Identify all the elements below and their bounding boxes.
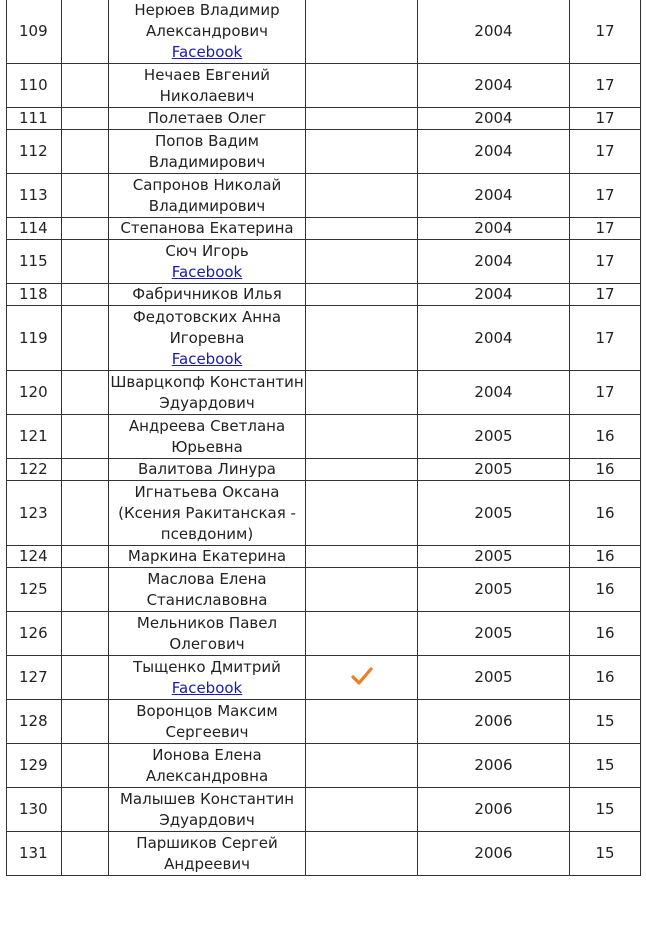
years-count: 16 — [570, 459, 641, 481]
mark-cell — [306, 306, 418, 371]
years-count: 15 — [570, 788, 641, 832]
row-number: 129 — [7, 744, 62, 788]
years-count: 16 — [570, 415, 641, 459]
person-name-line: Шварцкопф Константин — [110, 372, 304, 391]
mark-cell — [306, 174, 418, 218]
name-cell — [109, 174, 306, 218]
person-name-line: Игоревна — [169, 328, 245, 347]
name-cell — [109, 284, 306, 306]
row-number: 125 — [7, 568, 62, 612]
mark-cell — [306, 459, 418, 481]
table-row — [7, 481, 641, 546]
row-number: 112 — [7, 130, 62, 174]
person-name-line: Нечаев Евгений — [143, 65, 271, 84]
empty-cell — [62, 218, 109, 240]
name-cell — [109, 459, 306, 481]
mark-cell — [306, 0, 418, 64]
table-row — [7, 0, 641, 64]
row-number: 121 — [7, 415, 62, 459]
person-name-line: Валитова Линура — [138, 460, 276, 478]
row-number: 114 — [7, 218, 62, 240]
students-table — [6, 0, 641, 876]
years-count: 17 — [570, 130, 641, 174]
person-name-line: Эдуардович — [159, 810, 255, 829]
mark-cell — [306, 832, 418, 876]
table-body — [7, 0, 641, 876]
name-cell — [109, 744, 306, 788]
years-count: 16 — [570, 612, 641, 656]
empty-cell — [62, 240, 109, 284]
years-count: 17 — [570, 284, 641, 306]
graduation-year: 2005 — [418, 546, 570, 568]
empty-cell — [62, 788, 109, 832]
table-row — [7, 612, 641, 656]
years-count: 17 — [570, 64, 641, 108]
years-count: 17 — [570, 306, 641, 371]
table-row — [7, 130, 641, 174]
table-row — [7, 218, 641, 240]
person-name-line: Сюч Игорь — [165, 241, 249, 260]
graduation-year: 2006 — [418, 832, 570, 876]
table-row — [7, 788, 641, 832]
years-count: 16 — [570, 546, 641, 568]
empty-cell — [62, 0, 109, 64]
person-name-line: Станиславовна — [146, 590, 268, 609]
empty-cell — [62, 459, 109, 481]
table-row — [7, 832, 641, 876]
empty-cell — [62, 415, 109, 459]
person-name-line: Федотовских Анна — [132, 307, 282, 326]
years-count: 15 — [570, 744, 641, 788]
person-name-line: (Ксения Ракитанская - — [118, 503, 296, 522]
person-name-line: Олегович — [169, 634, 245, 653]
name-cell — [109, 218, 306, 240]
row-number: 109 — [7, 0, 62, 64]
person-name-line: Степанова Екатерина — [120, 219, 294, 237]
graduation-year: 2005 — [418, 656, 570, 700]
person-name-line: Александровна — [145, 766, 269, 785]
empty-cell — [62, 130, 109, 174]
empty-cell — [62, 481, 109, 546]
name-cell — [109, 788, 306, 832]
table-row — [7, 240, 641, 284]
years-count: 17 — [570, 0, 641, 64]
graduation-year: 2004 — [418, 284, 570, 306]
graduation-year: 2006 — [418, 788, 570, 832]
years-count: 15 — [570, 700, 641, 744]
name-cell — [109, 0, 306, 64]
mark-cell — [306, 64, 418, 108]
graduation-year: 2004 — [418, 240, 570, 284]
mark-cell — [306, 481, 418, 546]
mark-cell — [306, 108, 418, 130]
mark-cell — [306, 218, 418, 240]
row-number: 130 — [7, 788, 62, 832]
table-row — [7, 700, 641, 744]
empty-cell — [62, 64, 109, 108]
name-cell — [109, 568, 306, 612]
person-name-line: Игнатьева Оксана — [134, 482, 280, 501]
facebook-link[interactable]: Facebook — [171, 678, 243, 697]
person-name-line: Маркина Екатерина — [127, 547, 287, 565]
name-cell — [109, 64, 306, 108]
table-row — [7, 459, 641, 481]
years-count: 17 — [570, 218, 641, 240]
person-name-line: Николаевич — [159, 86, 255, 105]
person-name-line: Юрьевна — [171, 437, 243, 456]
graduation-year: 2004 — [418, 108, 570, 130]
mark-cell — [306, 415, 418, 459]
table-row — [7, 656, 641, 700]
name-cell — [109, 240, 306, 284]
person-name-line: Мельников Павел — [136, 613, 278, 632]
person-name-line: Фабричников Илья — [132, 285, 282, 303]
table-row — [7, 306, 641, 371]
empty-cell — [62, 656, 109, 700]
mark-cell — [306, 788, 418, 832]
graduation-year: 2006 — [418, 700, 570, 744]
person-name-line: Александрович — [146, 21, 268, 40]
name-cell — [109, 108, 306, 130]
table-row — [7, 568, 641, 612]
years-count: 16 — [570, 481, 641, 546]
years-count: 17 — [570, 240, 641, 284]
graduation-year: 2005 — [418, 459, 570, 481]
empty-cell — [62, 832, 109, 876]
row-number: 118 — [7, 284, 62, 306]
mark-cell — [306, 744, 418, 788]
checkmark-icon — [350, 661, 374, 691]
person-name-line: псевдоним) — [160, 524, 254, 543]
row-number: 119 — [7, 306, 62, 371]
facebook-link[interactable]: Facebook — [171, 262, 243, 281]
person-name-line: Паршиков Сергей — [136, 833, 278, 852]
person-name-line: Тыщенко Дмитрий — [133, 657, 281, 676]
empty-cell — [62, 306, 109, 371]
graduation-year: 2004 — [418, 371, 570, 415]
row-number: 120 — [7, 371, 62, 415]
graduation-year: 2004 — [418, 174, 570, 218]
mark-cell — [306, 612, 418, 656]
graduation-year: 2005 — [418, 415, 570, 459]
person-name-line: Воронцов Максим — [136, 701, 278, 720]
mark-cell — [306, 656, 418, 700]
table-row — [7, 64, 641, 108]
graduation-year: 2006 — [418, 744, 570, 788]
graduation-year: 2004 — [418, 64, 570, 108]
table-row — [7, 284, 641, 306]
mark-cell — [306, 568, 418, 612]
table-row — [7, 371, 641, 415]
name-cell — [109, 371, 306, 415]
table-row — [7, 415, 641, 459]
facebook-link[interactable]: Facebook — [171, 349, 243, 368]
years-count: 15 — [570, 832, 641, 876]
facebook-link[interactable]: Facebook — [171, 42, 243, 61]
name-cell — [109, 700, 306, 744]
person-name-line: Сергеевич — [165, 722, 249, 741]
mark-cell — [306, 284, 418, 306]
mark-cell — [306, 240, 418, 284]
empty-cell — [62, 174, 109, 218]
name-cell — [109, 415, 306, 459]
row-number: 113 — [7, 174, 62, 218]
graduation-year: 2005 — [418, 612, 570, 656]
empty-cell — [62, 108, 109, 130]
row-number: 123 — [7, 481, 62, 546]
mark-cell — [306, 371, 418, 415]
empty-cell — [62, 744, 109, 788]
table-row — [7, 546, 641, 568]
person-name-line: Малышев Константин — [119, 789, 295, 808]
row-number: 124 — [7, 546, 62, 568]
row-number: 122 — [7, 459, 62, 481]
graduation-year: 2005 — [418, 568, 570, 612]
mark-cell — [306, 130, 418, 174]
mark-cell — [306, 546, 418, 568]
table-row — [7, 108, 641, 130]
person-name-line: Маслова Елена — [147, 569, 267, 588]
empty-cell — [62, 371, 109, 415]
name-cell — [109, 306, 306, 371]
row-number: 131 — [7, 832, 62, 876]
person-name-line: Полетаев Олег — [147, 109, 267, 127]
row-number: 126 — [7, 612, 62, 656]
years-count: 16 — [570, 568, 641, 612]
graduation-year: 2005 — [418, 481, 570, 546]
row-number: 110 — [7, 64, 62, 108]
person-name-line: Ионова Елена — [152, 745, 262, 764]
row-number: 128 — [7, 700, 62, 744]
name-cell — [109, 546, 306, 568]
years-count: 16 — [570, 656, 641, 700]
name-cell — [109, 832, 306, 876]
empty-cell — [62, 568, 109, 612]
person-name-line: Эдуардович — [159, 393, 255, 412]
row-number: 127 — [7, 656, 62, 700]
person-name-line: Андреевич — [164, 854, 250, 873]
person-name-line: Владимирович — [148, 152, 266, 171]
row-number: 111 — [7, 108, 62, 130]
graduation-year: 2004 — [418, 130, 570, 174]
table-row — [7, 744, 641, 788]
person-name-line: Андреева Светлана — [128, 416, 286, 435]
years-count: 17 — [570, 174, 641, 218]
person-name-line: Владимирович — [148, 196, 266, 215]
graduation-year: 2004 — [418, 306, 570, 371]
empty-cell — [62, 284, 109, 306]
mark-cell — [306, 700, 418, 744]
table-row — [7, 174, 641, 218]
years-count: 17 — [570, 371, 641, 415]
row-number: 115 — [7, 240, 62, 284]
person-name-line: Нерюев Владимир — [134, 0, 280, 19]
name-cell — [109, 612, 306, 656]
graduation-year: 2004 — [418, 218, 570, 240]
empty-cell — [62, 546, 109, 568]
person-name-line: Попов Вадим — [155, 131, 259, 150]
empty-cell — [62, 700, 109, 744]
graduation-year: 2004 — [418, 0, 570, 64]
person-name-line: Сапронов Николай — [132, 175, 282, 194]
name-cell — [109, 481, 306, 546]
empty-cell — [62, 612, 109, 656]
years-count: 17 — [570, 108, 641, 130]
name-cell — [109, 656, 306, 700]
name-cell — [109, 130, 306, 174]
